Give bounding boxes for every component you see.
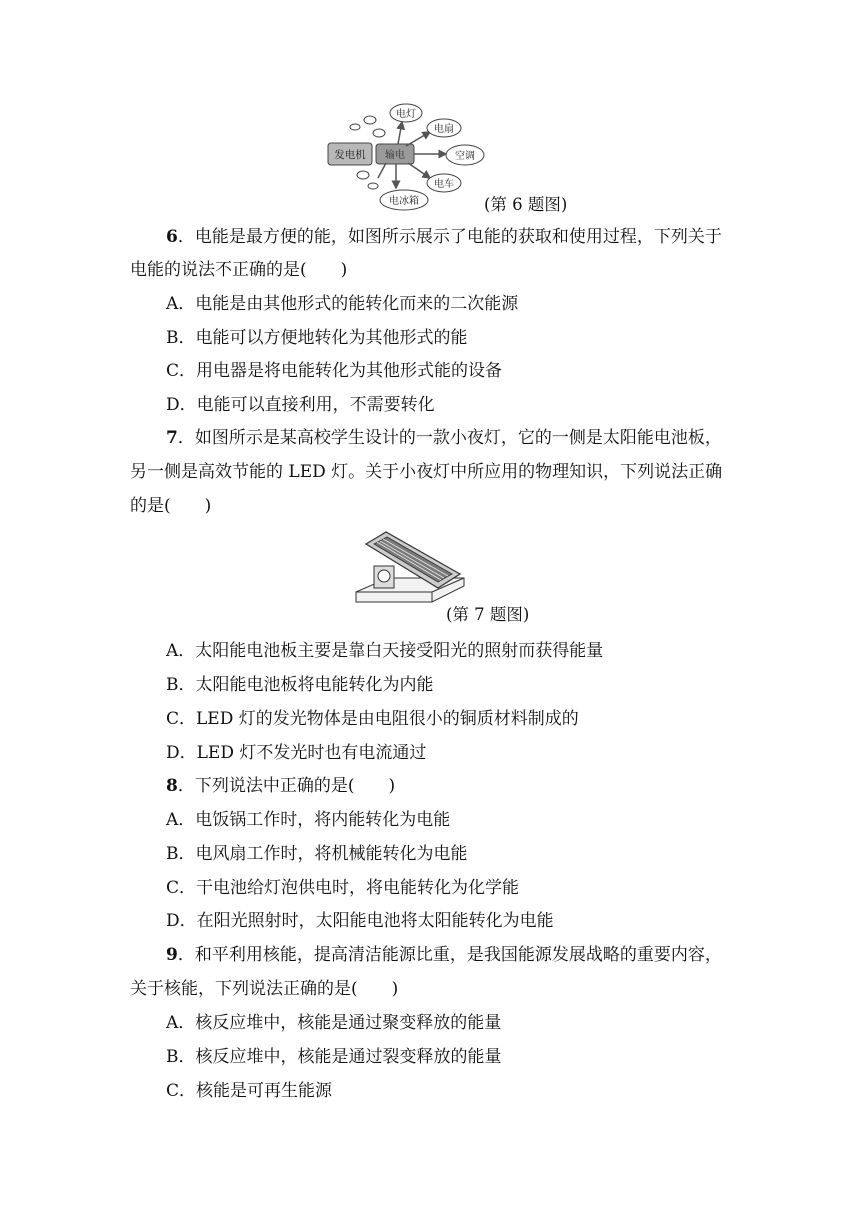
bubble xyxy=(373,129,385,137)
question-7-option-a: A．太阳能电池板主要是靠白天接受阳光的照射而获得能量 xyxy=(166,641,604,661)
arrow-to-tram xyxy=(408,163,430,178)
question-6-stem-line-2: 电能的说法不正确的是( ) xyxy=(130,260,348,280)
generator-label: 发电机 xyxy=(334,149,366,161)
device-label: 电扇 xyxy=(434,124,454,135)
device-label: 电灯 xyxy=(396,109,416,120)
question-6-option-c: C．用电器是将电能转化为其他形式能的设备 xyxy=(166,361,503,381)
question-7-stem-line-2: 另一侧是高效节能的 LED 灯。关于小夜灯中所应用的物理知识，下列说法正确 xyxy=(130,462,723,482)
question-6-stem-line-1: 6．电能是最方便的能，如图所示展示了电能的获取和使用过程，下列关于 xyxy=(166,227,722,247)
question-6-option-a: A．电能是由其他形式的能转化而来的二次能源 xyxy=(166,294,519,314)
question-8-option-d: D．在阳光照射时，太阳能电池将太阳能转化为电能 xyxy=(166,911,554,931)
question-7-option-d: D．LED 灯不发光时也有电流通过 xyxy=(166,743,427,763)
question-8-option-c: C．干电池给灯泡供电时，将电能转化为化学能 xyxy=(166,878,520,898)
question-9-option-b: B．核反应堆中，核能是通过裂变释放的能量 xyxy=(166,1047,502,1067)
question-9-option-a: A．核反应堆中，核能是通过聚变释放的能量 xyxy=(166,1013,502,1033)
figure-7-caption: (第 7 题图) xyxy=(446,605,530,624)
arrow-extra xyxy=(378,163,386,178)
question-9-stem-line-2: 关于核能，下列说法正确的是( ) xyxy=(130,979,399,999)
question-6-option-d: D．电能可以直接利用，不需要转化 xyxy=(166,395,435,415)
question-8-stem-line-1: 8．下列说法中正确的是( ) xyxy=(166,776,396,796)
question-7-option-c: C．LED 灯的发光物体是由电阻很小的铜质材料制成的 xyxy=(166,709,579,729)
transmission-label: 输电 xyxy=(385,150,405,161)
bubble xyxy=(364,116,376,124)
figure-6-caption: (第 6 题图) xyxy=(484,195,568,214)
question-8-option-a: A．电饭锅工作时，将内能转化为电能 xyxy=(166,810,451,830)
arrow-to-fan xyxy=(406,132,430,146)
device-label: 电车 xyxy=(434,179,454,190)
arrow-to-lamp xyxy=(398,122,402,144)
question-7-option-b: B．太阳能电池板将电能转化为内能 xyxy=(166,675,434,695)
question-9-option-c: C．核能是可再生能源 xyxy=(166,1081,333,1101)
figure-6-diagram xyxy=(326,100,491,215)
bubble xyxy=(350,124,360,130)
question-6-option-b: B．电能可以方便地转化为其他形式的能 xyxy=(166,328,468,348)
device-label: 空调 xyxy=(455,151,475,162)
figure-7-solar-night-light xyxy=(352,530,472,610)
bubble xyxy=(368,183,378,189)
hinge-pin xyxy=(378,570,390,582)
question-9-stem-line-1: 9．和平利用核能，提高清洁能源比重，是我国能源发展战略的重要内容， xyxy=(166,945,722,965)
device-label: 电冰箱 xyxy=(389,196,419,207)
question-7-stem-line-1: 7．如图所示是某高校学生设计的一款小夜灯，它的一侧是太阳能电池板， xyxy=(166,428,722,448)
bubble xyxy=(357,171,369,179)
question-8-option-b: B．电风扇工作时，将机械能转化为电能 xyxy=(166,844,468,864)
question-7-stem-line-3: 的是( ) xyxy=(130,496,212,516)
